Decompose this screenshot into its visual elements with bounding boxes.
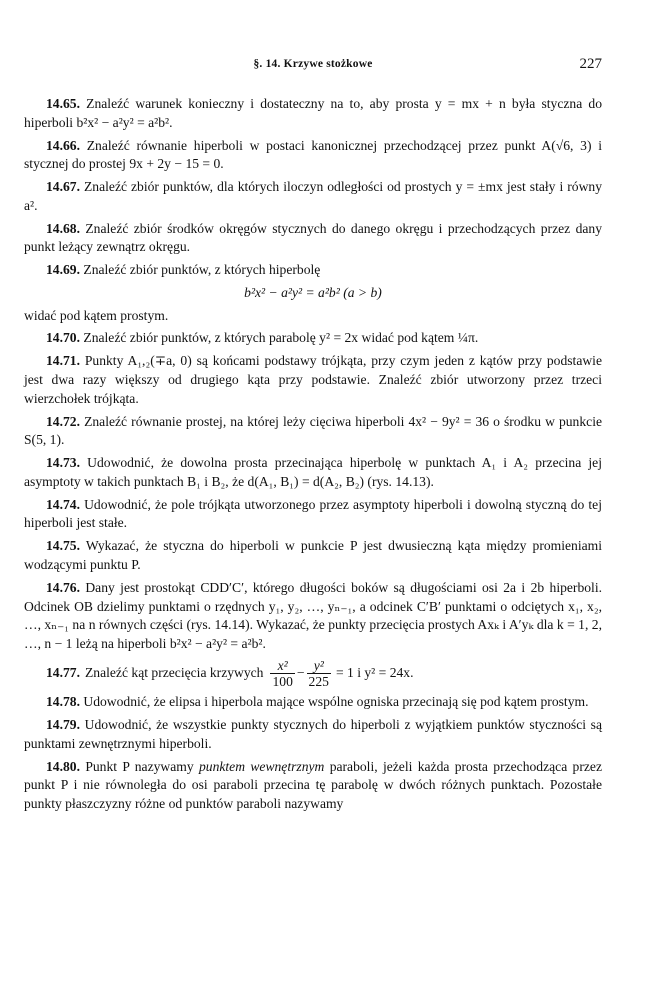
problem-14-80	[24, 758, 602, 814]
problem-text: Znaleźć równanie hiperboli w postaci kanonicznej przechodzącej przez punkt A(√6, 3) i stycznej do prostej 9x + 2y − 15 = 0.	[24, 137, 602, 172]
problem-14-79	[24, 716, 602, 753]
problem-list	[24, 95, 602, 818]
problem-number: 14.68.	[46, 220, 80, 236]
equation-tail: = 1 i y² = 24x.	[335, 664, 414, 680]
problem-number: 14.73.	[46, 455, 80, 471]
problem-14-68	[24, 220, 602, 257]
problem-number: 14.71.	[46, 353, 80, 369]
problem-text: Udowodnić, że elipsa i hiperbola mające wspólne ogniska przecinają się pod kątem prostym.	[83, 694, 589, 710]
problem-14-65	[24, 95, 602, 132]
problem-text: Znaleźć równanie prostej, na której leży cięciwa hiperboli 4x² − 9y² = 36 o środku w punkcie S(5, 1).	[24, 413, 602, 448]
problem-text: Znaleźć kąt przecięcia krzywych	[84, 664, 264, 680]
problem-text: Dany jest prostokąt CDD′C′, którego długości boków są długościami osi 2a i 2b hiperboli. Odcinek OB dzielimy punktami o rzędnych y₁, y₂, …, yₙ₋₁, a odcinek C′B′ punktami o odciętych x₁, x₂, …, xₙ₋₁ na n równych części (rys. 14.14). Wykazać, że punkty przecięcia prostych Axₖ i A′yₖ dla k = 1, 2, …, n − 1 leżą na hiperboli b²x² − a²y² = a²b².	[24, 579, 602, 651]
problem-14-77	[24, 658, 602, 689]
problem-number: 14.69.	[46, 262, 80, 278]
problem-14-78	[24, 693, 602, 712]
display-formula: b²x² − a²y² = a²b² (a > b)	[244, 284, 382, 300]
problem-number: 14.76.	[46, 579, 80, 595]
emphasized-term: punktem wewnętrznym	[198, 758, 325, 774]
problem-number: 14.70.	[46, 330, 80, 346]
fraction-denominator: 225	[308, 673, 329, 689]
problem-14-70	[24, 329, 602, 348]
problem-number: 14.72.	[46, 413, 80, 429]
fraction-numerator: y²	[307, 658, 331, 674]
problem-14-74	[24, 496, 602, 533]
fraction-numerator: x²	[270, 658, 294, 674]
problem-number: 14.80.	[46, 758, 80, 774]
problem-14-67	[24, 178, 602, 215]
problem-14-73	[24, 454, 602, 491]
problem-text: Znaleźć zbiór punktów, dla których iloczyn odległości od prostych y = ±mx jest stały i równy a².	[24, 179, 602, 213]
problem-number: 14.66.	[46, 137, 80, 153]
problem-14-72	[24, 413, 602, 450]
problem-number: 14.75.	[46, 538, 80, 554]
problem-text: Udowodnić, że dowolna prosta przecinająca hiperbolę w punktach A₁ i A₂ przecina jej asymptoty w takich punktach B₁ i B₂, że d(A₁, B₁) = d(A₂, B₂) (rys. 14.13).	[24, 455, 602, 489]
problem-number: 14.74.	[46, 496, 80, 512]
problem-number: 14.65.	[46, 96, 80, 111]
fraction-x-squared	[270, 658, 294, 689]
page-number: 227	[579, 56, 602, 72]
problem-14-71	[24, 352, 602, 408]
problem-text: Udowodnić, że wszystkie punkty stycznych do hiperboli z wyjątkiem punktów styczności są punktami zewnętrznymi hiperboli.	[24, 717, 602, 751]
fraction-denominator: 100	[272, 673, 293, 689]
problem-text: paraboli, jeżeli każda prosta przechodząca przez punkt P i nie równoległa do osi paraboli przecina tę parabolę w dwóch różnych punktach. Pozostałe punkty płaszczyzny różne od punktów paraboli nazywamy	[24, 758, 602, 811]
problem-text: Znaleźć warunek konieczny i dostateczny na to, aby prosta y = mx + n była styczna do hiperboli b²x² − a²y² = a²b².	[24, 96, 603, 130]
problem-14-66	[24, 137, 602, 174]
minus-sign: −	[296, 664, 305, 680]
problem-number: 14.77.	[46, 664, 80, 680]
page-header	[24, 56, 602, 78]
problem-text: Znaleźć zbiór punktów, z których parabolę y² = 2x widać pod kątem ¼π.	[83, 330, 479, 346]
problem-text: Znaleźć zbiór punktów, z których hiperbolę	[83, 262, 321, 278]
problem-continuation: widać pod kątem prostym.	[24, 307, 169, 323]
problem-14-69	[24, 261, 602, 325]
section-title: §. 14. Krzywe stożkowe	[253, 58, 373, 70]
problem-text: Znaleźć zbiór środków okręgów stycznych do danego okręgu i przechodzących przez dany punkt leżący zewnątrz okręgu.	[24, 220, 602, 255]
problem-text: Punkt P nazywamy	[85, 758, 194, 774]
problem-number: 14.79.	[46, 717, 80, 733]
problem-number: 14.67.	[46, 179, 80, 195]
problem-number: 14.78.	[46, 694, 80, 710]
problem-text: Udowodnić, że pole trójkąta utworzonego przez asymptoty hiperboli i dowolną styczną do tej hiperboli jest stałe.	[24, 496, 602, 531]
problem-text: Wykazać, że styczna do hiperboli w punkcie P jest dwusieczną kąta między promieniami wodzącymi punktu P.	[24, 538, 602, 572]
problem-14-76	[24, 579, 602, 653]
fraction-y-squared	[307, 658, 331, 689]
problem-14-75	[24, 537, 602, 574]
problem-text: Punkty A₁,₂(∓a, 0) są końcami podstawy trójkąta, przy czym jeden z kątów przy podstawie jest dwa razy większy od drugiego kąta przy podstawie. Znaleźć zbiór utworzony przez trzeci wierzchołek trójkąta.	[24, 353, 602, 406]
